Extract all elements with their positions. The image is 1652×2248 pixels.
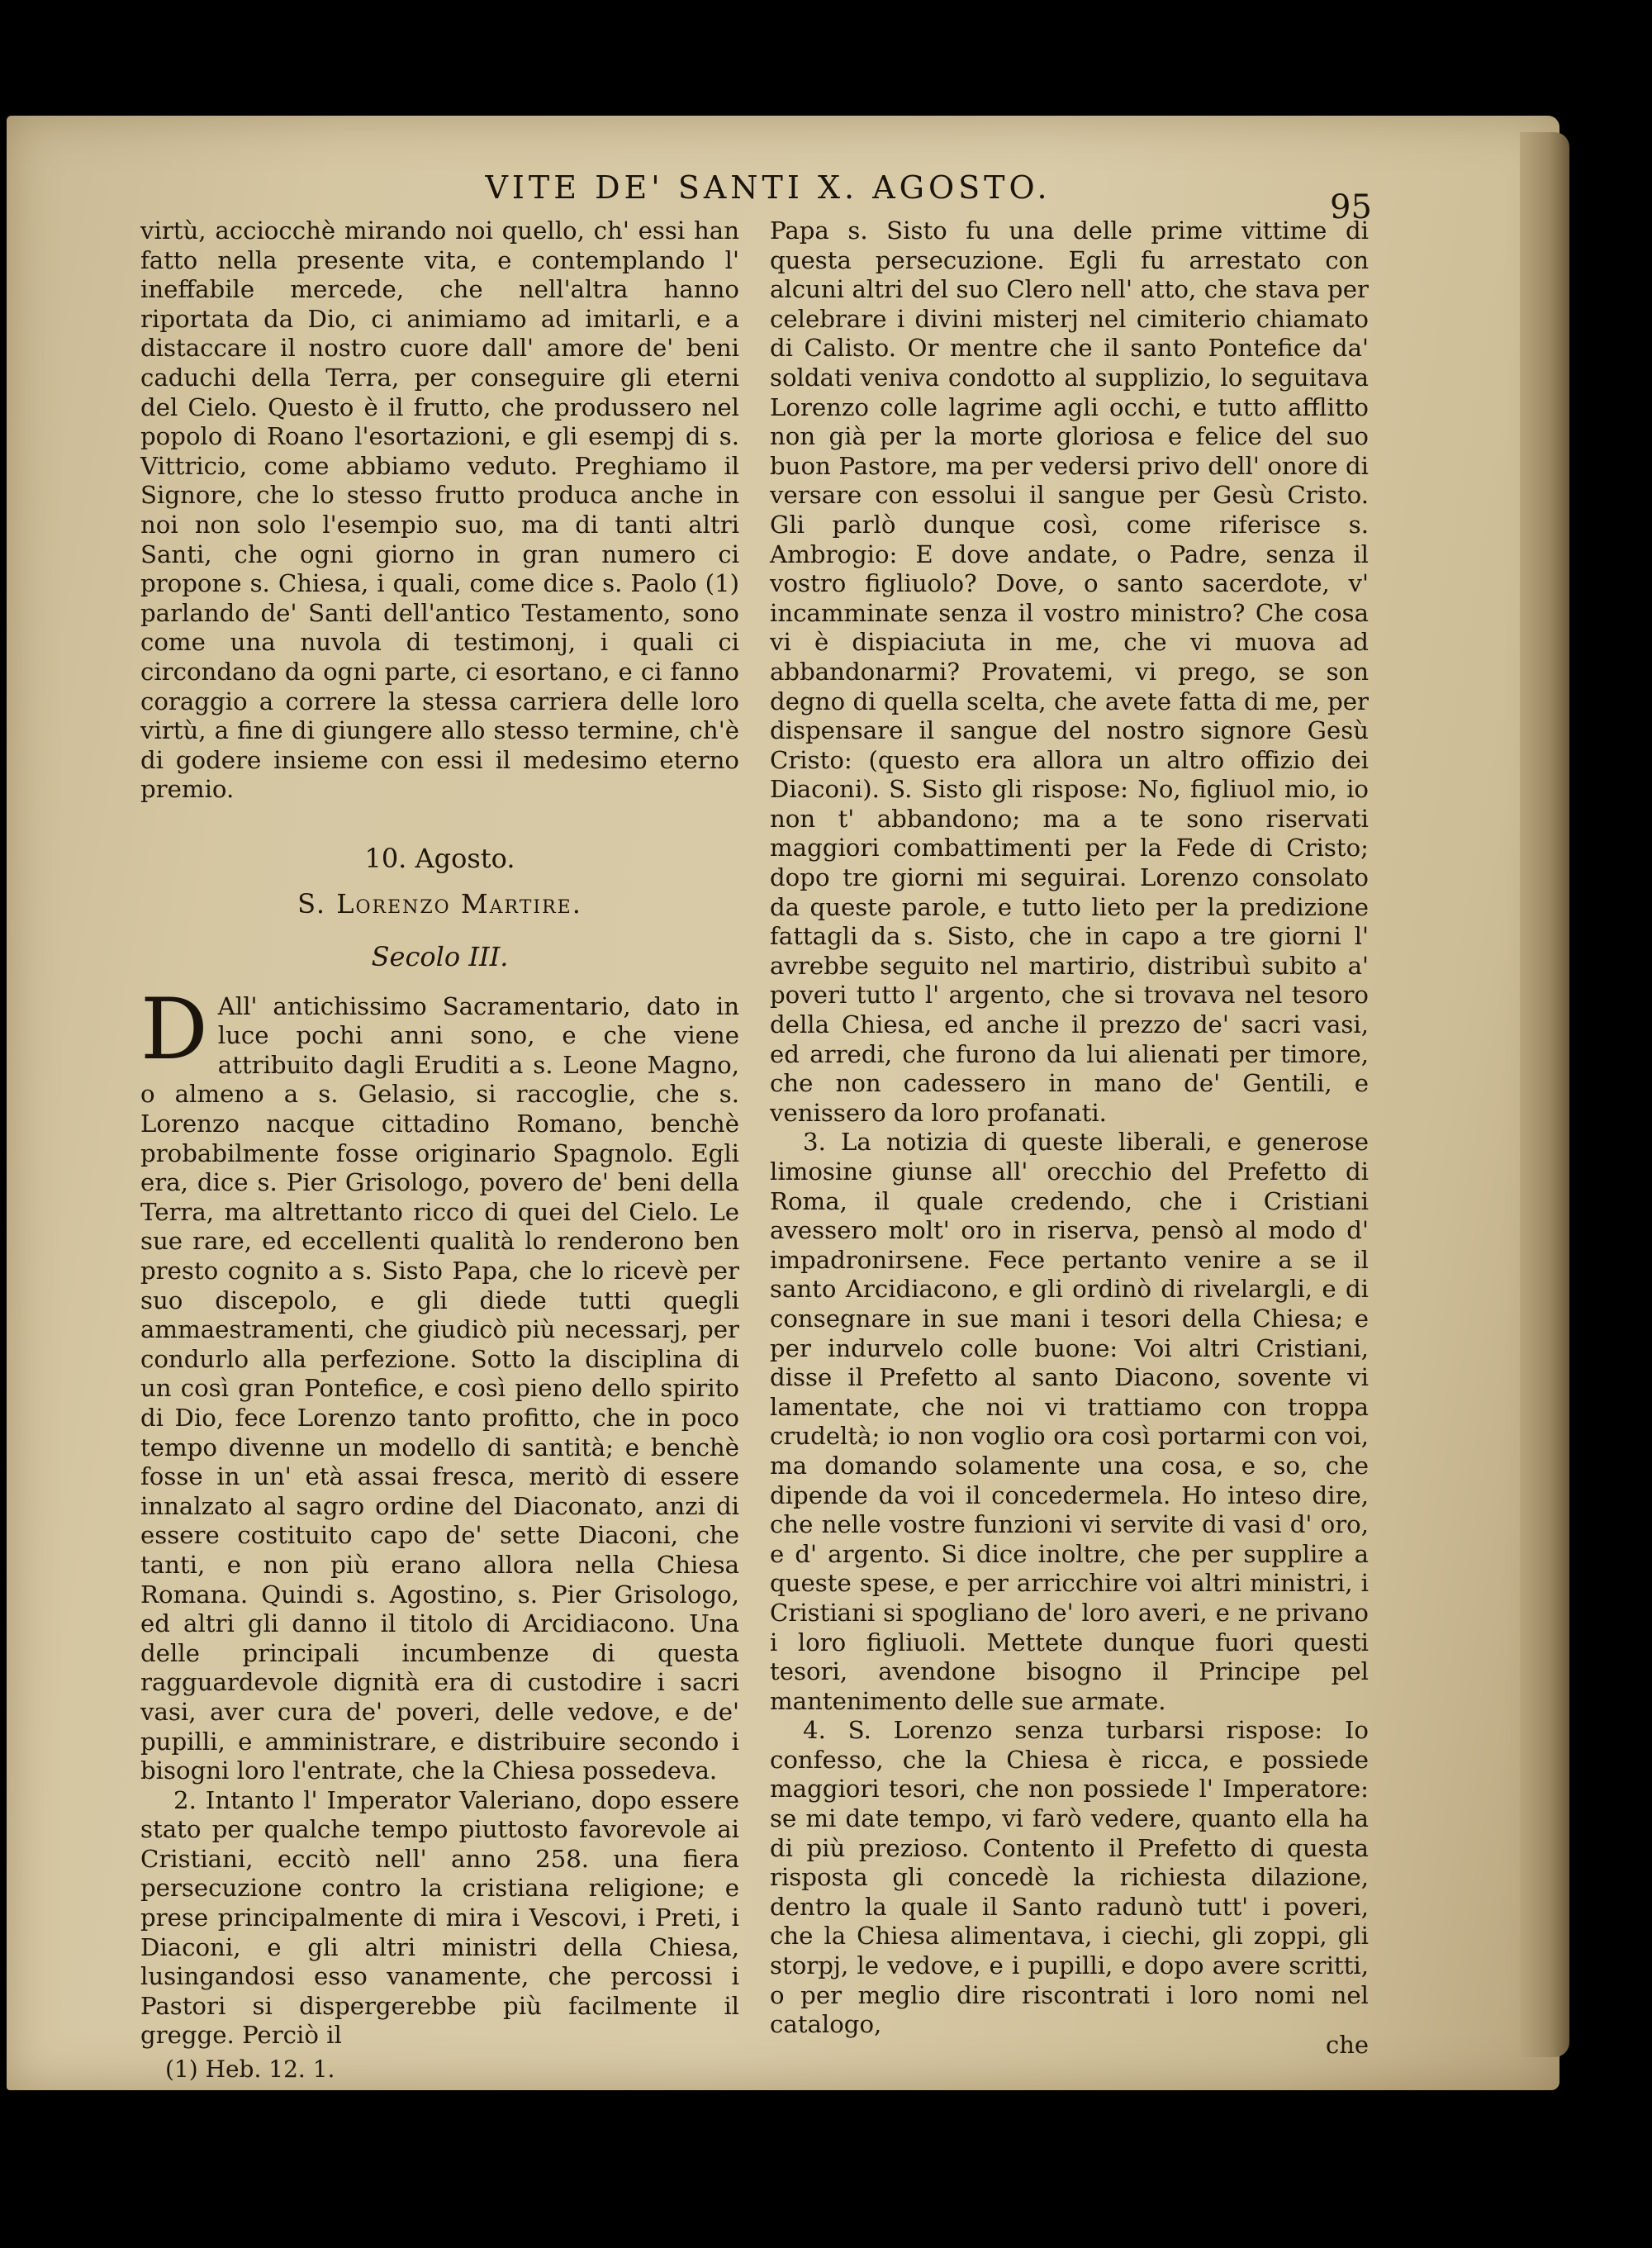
drop-cap: D	[140, 980, 208, 1079]
paragraph-text: All' antichissimo Sacramentario, dato in luce pochi anni sono, e che viene attribuito dagli Eruditi a s. Leone Magno, o almeno a s. Gelasio, si raccoglie, che s. Lorenzo nacque cittadino Romano, benchè probabilmente fosse originario Spagnolo. Egli era, dice s. Pier Grisologo, povero de' beni della Terra, ma altrettanto ricco di quei del Cielo. Le sue rare, ed eccellenti qualità lo renderono ben presto cognito a s. Sisto Papa, che lo ricevè per suo discepolo, e gli diede tutti quegli ammaestramenti, che giudicò più necessarj, per condurlo alla perfezione. Sotto la disciplina di un così gran Pontefice, e così pieno dello spirito di Dio, fece Lorenzo tanto profitto, che in poco tempo divenne un modello di santità; e benchè fosse in un' età assai fresca, meritò di essere innalzato al sagro ordine del Diaconato, anzi di essere costituito capo de' sette Diaconi, che tanti, e non più erano allora nella Chiesa Romana. Quindi s. Agostino, s. Pier Grisologo, ed altri gli danno il titolo di Arcidiacono. Una delle principali incumbenze di questa ragguardevole dignità era di custodire i sacri vasi, aver cura de' poveri, delle vedove, e de' pupilli, e amministrare, e distribuire secondo i bisogni loro l'entrate, che la Chiesa possedeva.	[140, 991, 739, 1785]
century-heading: Secolo III.	[371, 941, 509, 973]
catchword: che	[1326, 2031, 1370, 2059]
right-column	[770, 216, 1369, 2040]
paragraph-with-dropcap	[140, 980, 739, 1786]
paragraph: Papa s. Sisto fu una delle prime vittime di questa persecuzione. Egli fu arrestato con alcuni altri del suo Clero nell' atto, che stava per celebrare i divini misterj nel cimiterio chiamato di Calisto. Or mentre che il santo Pontefice da' soldati veniva condotto al supplizio, lo seguitava Lorenzo colle lagrime agli occhi, e tutto afflitto non già per la morte gloriosa e felice del suo buon Pastore, ma per vedersi privo dell' onore di versare con essolui il sangue per Gesù Cristo. Gli parlò dunque così, come riferisce s. Ambrogio: E dove andate, o Padre, senza il vostro figliuolo? Dove, o santo sacerdote, v' incamminate senza il vostro ministro? Che cosa vi è dispiaciuta in me, che vi muova ad abbandonarmi? Provatemi, vi prego, se son degno di quella scelta, che avete fatta di me, per dispensare il sangue del nostro signore Gesù Cristo: (questo era allora un altro offizio dei Diaconi). S. Sisto gli rispose: No, figliuol mio, io non t' abbandono; ma a te sono riservati maggiori combattimenti per la Fede di Cristo; dopo tre giorni mi seguirai. Lorenzo consolato da queste parole, e tutto lieto per la predizione fattagli da s. Sisto, che in capo a tre giorni l' avrebbe seguito nel martirio, distribuì subito a' poveri tutto l' argento, che si trovava nel tesoro della Chiesa, ed anche il prezzo de' sacri vasi, ed arredi, che furono da lui alienati per timore, che non cadessero in mano de' Gentili, e venissero da loro profanati.	[770, 216, 1369, 1127]
running-title: VITE DE' SANTI X. AGOSTO.	[485, 169, 1051, 206]
page-number: 95	[1330, 188, 1372, 226]
paragraph: virtù, acciocchè mirando noi quello, ch' essi han fatto nella presente vita, e contemplando l' ineffabile mercede, che nell'altra hanno riportata da Dio, ci animiamo ad imitarli, e a distaccare il nostro cuore dall' amore de' beni caduchi della Terra, per conseguire gli eterni del Cielo. Questo è il frutto, che produssero nel popolo di Roano l'esortazioni, e gli esempj di s. Vittricio, come abbiamo veduto. Preghiamo il Signore, che lo stesso frutto produca anche in noi non solo l'esempio suo, ma di tanti altri Santi, che ogni giorno in gran numero ci propone s. Chiesa, i quali, come dice s. Paolo (1) parlando de' Santi dell'antico Testamento, sono come una nuvola di testimonj, i quali ci circondano da ogni parte, ci esortano, e ci fanno coraggio a correre la stessa carriera delle loro virtù, a fine di giungere allo stesso termine, ch'è di godere insieme con essi il medesimo eterno premio.	[140, 216, 739, 804]
paragraph: 2. Intanto l' Imperator Valeriano, dopo essere stato per qualche tempo piuttosto favorevole ai Cristiani, eccitò nell' anno 258. una fiera persecuzione contro la cristiana religione; e prese principalmente di mira i Vescovi, i Preti, i Diaconi, e gli altri ministri della Chiesa, lusingandosi esso vanamente, che percossi i Pastori si dispergerebbe più facilmente il gregge. Perciò il	[140, 1785, 739, 2050]
left-column	[140, 216, 739, 2051]
paragraph: 3. La notizia di queste liberali, e generose limosine giunse all' orecchio del Prefetto di Roma, il quale credendo, che i Cristiani avessero molt' oro in riserva, pensò al modo d' impadronirsene. Fece pertanto venire a se il santo Arcidiacono, e gli ordinò di rivelargli, e di consegnare in sue mani i tesori della Chiesa; e per indurvelo colle buone: Voi altri Cristiani, disse il Prefetto al santo Diacono, sovente vi lamentate, che noi vi trattiamo con troppa crudeltà; io non voglio ora così portarmi con voi, ma domando solamente una cosa, e so, che dipende da voi il concedermela. Ho inteso dire, che nelle vostre funzioni vi servite di vasi d' oro, e d' argento. Si dice inoltre, che per supplire a queste spese, e per arricchire voi altri ministri, i Cristiani si spogliano de' loro averi, e ne privano i loro figliuoli. Mettete dunque fuori questi tesori, avendone bisogno il Principe pel mantenimento delle sue armate.	[770, 1128, 1369, 1715]
saint-heading: S. Lorenzo Martire.	[297, 888, 582, 920]
paragraph: 4. S. Lorenzo senza turbarsi rispose: Io confesso, che la Chiesa è ricca, e possiede maggiori tesori, che non possiede l' Imperatore: se mi date tempo, vi farò vedere, quanto ella ha di più prezioso. Contento il Prefetto di questa risposta gli concedè la richiesta dilazione, dentro la quale il Santo radunò tutt' i poveri, che la Chiesa alimentava, i ciechi, gli zoppi, gli storpj, le vedove, e i pupilli, e dopo avere scritti, o per meglio dire riscontrati i loro nomi nel catalogo,	[770, 1716, 1369, 2039]
date-heading: 10. Agosto.	[364, 842, 515, 874]
footnote: (1) Heb. 12. 1.	[165, 2056, 335, 2083]
page-edges	[1520, 132, 1569, 2057]
